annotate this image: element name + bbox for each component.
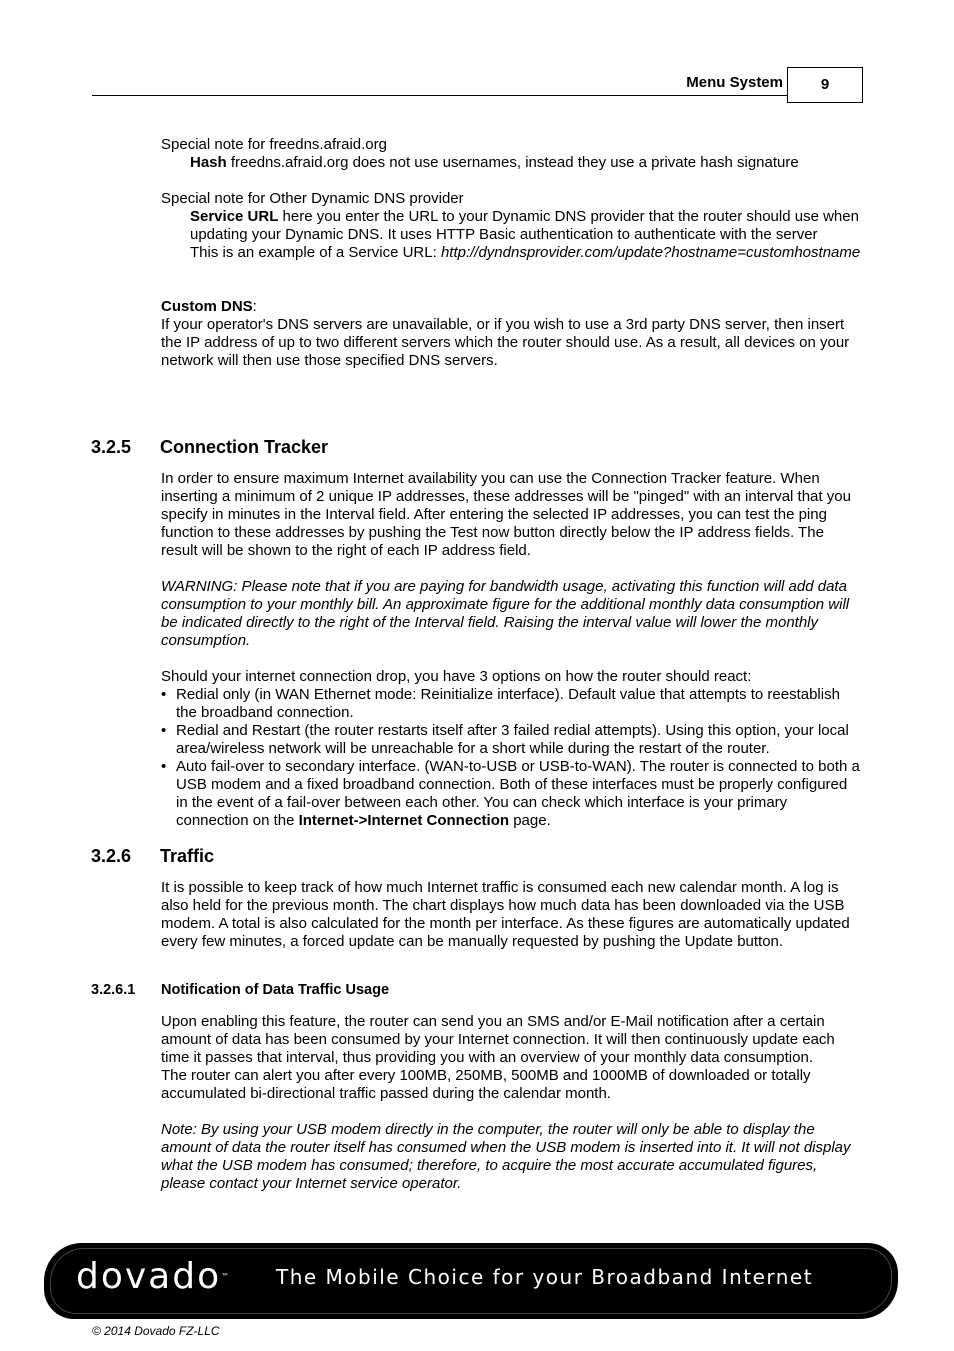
connection-tracker-para: In order to ensure maximum Internet availability you can use the Connection Tracker feature. When inserting a minimum of 2 unique IP addresses, these addresses will be "pinged" with an interval that you specify in minutes in the Interval field. After entering the selected IP addresses, you can test the ping function to these addresses by pushing the Test now button directly below the IP address fields. The result will be shown to the right of each IP address field. xyxy=(161,470,851,559)
hash-text: freedns.afraid.org does not use usernames, instead they use a private hash signature xyxy=(226,154,799,171)
custom-dns-label: Custom DNS xyxy=(161,298,253,315)
notification-para-2: The router can alert you after every 100MB, 250MB, 500MB and 1000MB of downloaded or totally accumulated bi-directional traffic passed during the calendar month. xyxy=(161,1067,811,1102)
freedns-hash-paragraph xyxy=(161,154,863,172)
warning-note: WARNING: Please note that if you are paying for bandwidth usage, activating this function will add data consumption to your monthly bill. An approximate figure for the additional monthly data consumption will be indicated directly to the right of the Interval field. Raising the interval value will lower the monthly consumption. xyxy=(161,578,850,649)
options-intro: Should your internet connection drop, you have 3 options on how the router should react: xyxy=(161,668,752,685)
service-url-paragraph xyxy=(161,208,863,244)
custom-dns-text: If your operator's DNS servers are unavailable, or if you wish to use a 3rd party DNS server, then insert the IP address of up to two different servers which the router should use. As a result, all devices on your network will then use those specified DNS servers. xyxy=(161,316,850,369)
section-title: Connection Tracker xyxy=(160,437,329,457)
bullet-icon: • xyxy=(161,758,167,775)
list-item-text: Redial and Restart (the router restarts itself after 3 failed redial attempts). Using this option, your local area/wireless network will be unreachable for a short while during the restart of the router. xyxy=(176,722,849,757)
options-list xyxy=(161,686,863,830)
section-number: 3.2.5 xyxy=(91,437,132,457)
notification-body xyxy=(161,1013,863,1193)
logo-text: dovado xyxy=(76,1256,222,1297)
notification-para: Upon enabling this feature, the router can send you an SMS and/or E-Mail notification after a certain amount of data has been consumed by your Internet connection. It will then continuously update each time it passes that interval, thus providing you with an overview of your monthly data consumption. xyxy=(161,1013,835,1066)
dovado-logo xyxy=(76,1257,229,1297)
example-prefix: This is an example of a Service URL: xyxy=(190,244,441,261)
running-header-title: Menu System xyxy=(686,74,783,91)
traffic-para: It is possible to keep track of how much Internet traffic is consumed each new calendar month. A log is also held for the previous month. The chart displays how much data has been downloaded via the USB modem. A total is also calculated for the month per interface. As these figures are automatically updated every few minutes, a forced update can be manually requested by pushing the Update button. xyxy=(161,879,850,950)
section-number: 3.2.6 xyxy=(91,846,132,866)
example-url: http://dyndnsprovider.com/update?hostname=customhostname xyxy=(440,244,861,261)
traffic-body xyxy=(161,879,863,951)
section-number: 3.2.6.1 xyxy=(91,982,136,998)
bullet-icon: • xyxy=(161,722,167,739)
connection-tracker-body xyxy=(161,470,863,830)
dns-notes xyxy=(161,136,863,370)
custom-dns-colon: : xyxy=(252,298,257,315)
freedns-note: Special note for freedns.afraid.org xyxy=(161,136,387,153)
list-item-text: Redial only (in WAN Ethernet mode: Reinitialize interface). Default value that attempts to reestablish the broadband connection. xyxy=(176,686,840,721)
list-item xyxy=(161,686,863,722)
page-number: 9 xyxy=(787,67,863,103)
section-title: Notification of Data Traffic Usage xyxy=(161,982,390,998)
trademark-icon: ™ xyxy=(221,1272,230,1281)
bullet-icon: • xyxy=(161,686,167,703)
usb-modem-note: Note: By using your USB modem directly in the computer, the router will only be able to display the amount of data the router itself has consumed when the USB modem is inserted into it. It will not display what the USB modem has consumed; therefore, to acquire the most accurate accumulated figures, please contact your Internet service operator. xyxy=(161,1121,851,1192)
copyright-notice: © 2014 Dovado FZ-LLC xyxy=(92,1324,220,1338)
service-url-text: here you enter the URL to your Dynamic DNS provider that the router should use when updating your Dynamic DNS. It uses HTTP Basic authentication to authenticate with the server xyxy=(190,208,859,243)
list-item xyxy=(161,722,863,758)
list-item-end: page. xyxy=(509,812,551,829)
service-url-example xyxy=(161,244,863,262)
hash-label: Hash xyxy=(190,154,227,171)
header-rule xyxy=(92,95,788,96)
list-item-bold: Internet->Internet Connection xyxy=(298,812,510,829)
custom-dns-heading xyxy=(161,298,863,316)
list-item xyxy=(161,758,863,830)
footer-banner xyxy=(44,1243,898,1319)
other-dns-note: Special note for Other Dynamic DNS provider xyxy=(161,190,464,207)
service-url-label: Service URL xyxy=(190,208,279,225)
section-title: Traffic xyxy=(160,846,215,866)
footer-tagline: The Mobile Choice for your Broadband Internet xyxy=(276,1265,814,1289)
list-item-text: Auto fail-over to secondary interface. (WAN-to-USB or USB-to-WAN). The router is connected to both a USB modem and a fixed broadband connection. Both of these interfaces must be properly configured in the event of a fail-over between each other. You can check which interface is your primary connection on the xyxy=(176,758,860,829)
